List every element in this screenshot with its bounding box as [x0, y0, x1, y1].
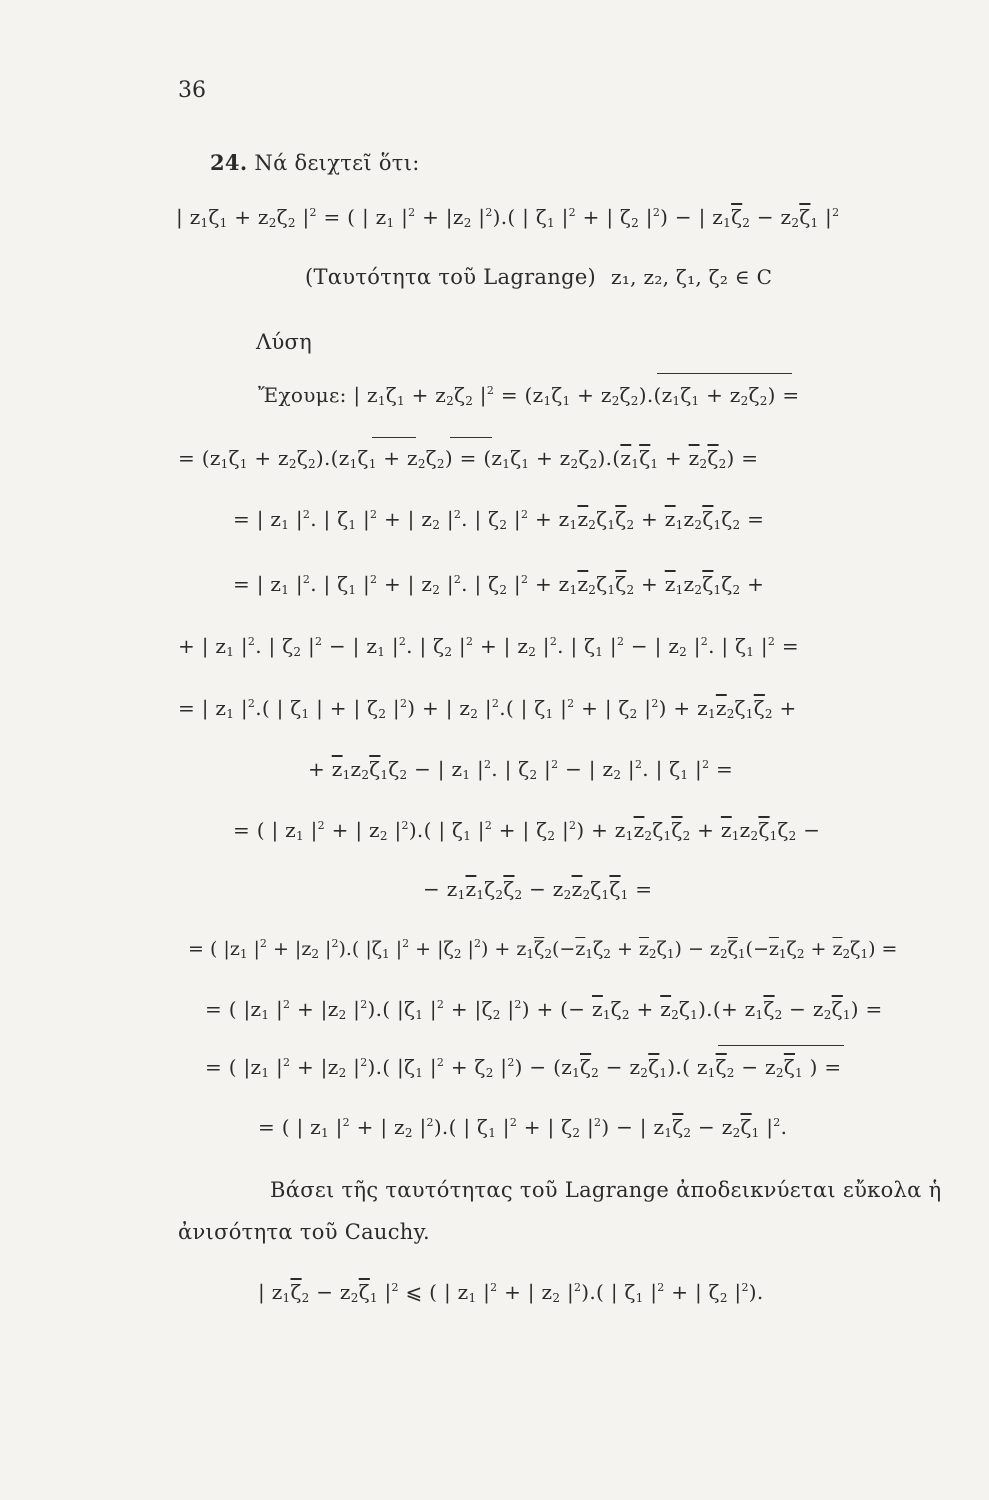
identity-name: (Ταυτότητα τοῦ Lagrange)	[305, 265, 597, 289]
problem-number: 24.	[210, 150, 248, 175]
solution-heading: Λύση	[256, 330, 313, 354]
problem-statement: Νά δειχτεῖ ὅτι:	[254, 151, 420, 175]
derivation-line-10: = ( $|z_1$ $|^2 + |z_2$ $|^2$).( $|\zeta_1$ $|^2 + |\zeta_2$ $|^2) + z_1\overline{\zeta}_2(-\overline{z}_1\zeta_2 + \overline{z}_2\zeta_1) - z_2\overline{\zeta}_1(-\overline{z}_1\zeta_2 + \overline{z}_2\zeta_1)$ =	[188, 937, 898, 961]
derivation-line-7: + $\overline{z}_1z_2\overline{\zeta}_1\zeta_2$ − | $z_1$ $|^2$. | $\zeta_2$ $|^2$ − | $z_2$ $|^2$. | $\zeta_1$ $|^2$ =	[308, 757, 734, 782]
variables-domain: z₁, z₂, ζ₁, ζ₂ ∈ C	[611, 265, 773, 289]
problem-statement-line	[210, 150, 420, 175]
derivation-line-12: = ( $|z_1$ $|^2 + |z_2$ $|^2$).( $|\zeta_1$ $|^2 + \zeta_2$ $|^2) - (z_1\overline{\zeta}_2 - z_2\overline{\zeta}_1)$.( $z_1\overline{\zeta}_2 - z_2\overline{\zeta}_1$ ) =	[205, 1055, 842, 1080]
derivation-line-9: − $z_1\overline{z}_1\zeta_2\overline{\zeta}_2 - z_2\overline{z}_2\zeta_1\overline{\zeta}_1$ =	[423, 877, 653, 902]
derivation-line-2: = $(z_1\zeta_1 + z_2\zeta_2).(z_1\zeta_1 + z_2\zeta_2) = (z_1\zeta_1 + z_2\zeta_2).(\overline{z}_1\overline{\zeta}_1 + \overline{z}_2\overline{\zeta}_2)$ =	[178, 446, 759, 471]
derivation-line-5: + | $z_1$ $|^2$. | $\zeta_2$ $|^2$ − | $z_1$ $|^2$. | $\zeta_2$ $|^2$ + | $z_2$ $|^2$. | $\zeta_1$ $|^2$ − | $z_2$ $|^2$. | $\zeta_1$ $|^2$ =	[178, 634, 799, 659]
conclusion-line-2: ἀνισότητα τοῦ Cauchy.	[178, 1220, 430, 1244]
derivation-line-4: = | $z_1$ $|^2$. | $\zeta_1$ $|^2$ + | $z_2$ $|^2$. | $\zeta_2$ $|^2 + z_1\overline{z}_2\zeta_1\overline{\zeta}_2 + \overline{z}_1z_2\overline{\zeta}_1\zeta_2$ +	[233, 572, 765, 597]
derivation-line-13: = ( | $z_1$ $|^2$ + | $z_2$ $|^2$).( | $\zeta_1$ $|^2$ + | $\zeta_2$ $|^2$) − | $z_1\overline{\zeta}_2 - z_2\overline{\zeta}_1$ $|^2$.	[258, 1115, 788, 1140]
conjugate-bar	[657, 373, 792, 374]
conjugate-bar	[718, 1045, 844, 1046]
steps-intro: Ἔχουμε:	[258, 383, 347, 407]
derivation-line-3: = | $z_1$ $|^2$. | $\zeta_1$ $|^2$ + | $z_2$ $|^2$. | $\zeta_2$ $|^2 + z_1\overline{z}_2\zeta_1\overline{\zeta}_2 + \overline{z}_1z_2\overline{\zeta}_1\zeta_2$ =	[233, 507, 765, 532]
conjugate-bar	[450, 437, 492, 438]
derivation-line-11: = ( $|z_1$ $|^2 + |z_2$ $|^2$).( $|\zeta_1$ $|^2 + |\zeta_2$ $|^2$) + (− $\overline{z}_1\zeta_2 + \overline{z}_2\zeta_1).(+ z_1\overline{\zeta}_2 - z_2\overline{\zeta}_1)$ =	[205, 997, 883, 1022]
page-number: 36	[178, 78, 206, 103]
lagrange-identity-equation: | $z_1\zeta_1 + z_2\zeta_2$ $|^2$ = ( | $z_1$ $|^2 + |z_2$ $|^2$).( | $\zeta_1$ $|^2$ + | $\zeta_2$ $|^2$) − | $z_1\overline{\zeta}_2 - z_2\overline{\zeta}_1$ $|^2$	[176, 205, 840, 230]
derivation-line-8: = ( | $z_1$ $|^2$ + | $z_2$ $|^2$).( | $\zeta_1$ $|^2$ + | $\zeta_2$ $|^2) + z_1\overline{z}_2\zeta_1\overline{\zeta}_2 + \overline{z}_1z_2\overline{\zeta}_1\zeta_2$ −	[233, 818, 821, 843]
identity-caption	[305, 265, 772, 289]
conjugate-bar	[372, 437, 416, 438]
cauchy-inequality: | $z_1\overline{\zeta}_2 - z_2\overline{\zeta}_1$ $|^2$ ⩽ ( | $z_1$ $|^2$ + | $z_2$ $|^2$).( | $\zeta_1$ $|^2$ + | $\zeta_2$ $|^2$).	[258, 1280, 764, 1305]
conclusion-line-1: Βάσει τῆς ταυτότητας τοῦ Lagrange ἀποδεικνύεται εὔκολα ἡ	[270, 1178, 942, 1202]
derivation-line-6: = | $z_1$ $|^2$.( | $\zeta_1$ | + | $\zeta_2$ $|^2$) + | $z_2$ $|^2$.( | $\zeta_1$ $|^2$ + | $\zeta_2$ $|^2) + z_1\overline{z}_2\zeta_1\overline{\zeta}_2$ +	[178, 696, 797, 721]
derivation-line-1: Ἔχουμε: | $z_1\zeta_1 + z_2\zeta_2$ $|^2 = (z_1\zeta_1 + z_2\zeta_2).(z_1\zeta_1 + z_2\zeta_2)$ =	[258, 383, 800, 408]
